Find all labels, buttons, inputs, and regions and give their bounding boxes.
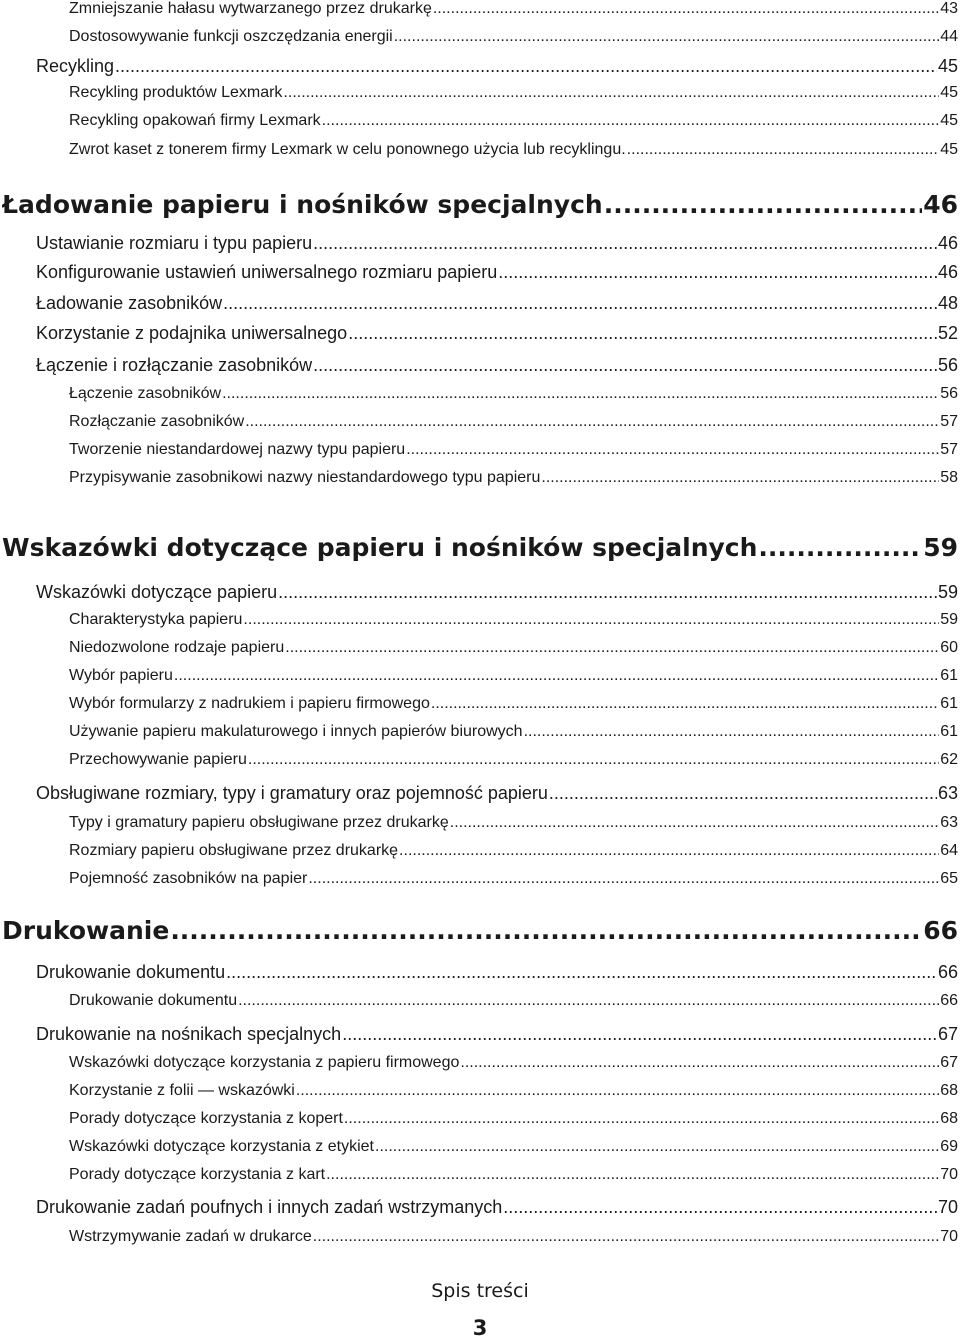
toc-entry[interactable] (69, 441, 958, 459)
toc-entry[interactable] (69, 84, 958, 102)
toc-entry-page: 45 (937, 56, 958, 76)
toc-entry-title: Drukowanie (2, 916, 170, 945)
toc-entry-page: 45 (940, 112, 958, 129)
toc-entry-title: Ładowanie zasobników (36, 293, 223, 313)
toc-entry[interactable] (69, 1110, 958, 1128)
toc-entry-page: 70 (940, 1166, 958, 1183)
toc-entry-page: 45 (940, 141, 958, 158)
toc-dot-leader (342, 1024, 937, 1045)
toc-dot-leader (285, 639, 939, 657)
toc-entry-title: Ustawianie rozmiaru i typu papieru (36, 233, 313, 253)
toc-dot-leader (243, 611, 939, 629)
toc-entry-page: 45 (940, 84, 958, 101)
toc-dot-leader (322, 112, 940, 130)
toc-entry-title: Tworzenie niestandardowej nazwy typu papieru (69, 441, 406, 458)
toc-dot-leader (433, 0, 939, 18)
toc-entry[interactable] (36, 56, 958, 77)
toc-entry-title: Recykling (36, 56, 115, 76)
toc-entry[interactable] (36, 233, 958, 254)
toc-entry-page: 66 (940, 992, 958, 1009)
toc-entry-page: 61 (940, 723, 958, 740)
toc-dot-leader (115, 56, 937, 77)
toc-entry[interactable] (69, 469, 958, 487)
toc-entry-title: Wskazówki dotyczące korzystania z papieru firmowego (69, 1054, 460, 1071)
toc-entry-title: Przechowywanie papieru (69, 751, 247, 768)
toc-entry-title: Wybór papieru (69, 667, 173, 684)
footer-section-title: Spis treści (431, 1280, 529, 1302)
toc-entry[interactable] (69, 992, 958, 1010)
footer-page-number: 3 (472, 1316, 488, 1340)
toc-entry-page: 57 (940, 441, 958, 458)
toc-entry[interactable] (36, 783, 958, 804)
toc-dot-leader (296, 1082, 939, 1100)
toc-dot-leader (313, 355, 937, 376)
toc-dot-leader (498, 262, 937, 283)
toc-dot-leader (308, 870, 939, 888)
toc-dot-leader (238, 992, 939, 1010)
toc-entry-page: 52 (937, 323, 958, 343)
toc-entry-page: 46 (937, 233, 958, 253)
toc-entry-title: Korzystanie z folii — wskazówki (69, 1082, 295, 1099)
toc-entry[interactable] (36, 262, 958, 283)
toc-dot-leader (348, 323, 937, 344)
toc-entry-page: 60 (940, 639, 958, 656)
toc-entry[interactable] (69, 1166, 958, 1184)
toc-entry[interactable] (69, 611, 958, 629)
toc-entry-page: 66 (937, 962, 958, 982)
toc-entry[interactable] (69, 751, 958, 769)
toc-entry[interactable] (69, 0, 958, 18)
toc-dot-leader (283, 84, 939, 102)
toc-entry-title: Rozmiary papieru obsługiwane przez drukarkę (69, 842, 399, 859)
toc-entry-title: Rozłączanie zasobników (69, 413, 245, 430)
toc-entry-title: Drukowanie na nośnikach specjalnych (36, 1024, 342, 1044)
toc-entry-page: 67 (940, 1054, 958, 1071)
toc-entry[interactable] (69, 385, 958, 403)
toc-entry[interactable] (36, 293, 958, 314)
toc-entry[interactable] (36, 962, 958, 983)
toc-entry-page: 68 (940, 1110, 958, 1127)
toc-entry-title: Dostosowywanie funkcji oszczędzania energii (69, 28, 393, 45)
toc-entry-page: 59 (923, 533, 958, 562)
toc-entry[interactable] (69, 141, 958, 159)
toc-entry-page: 48 (937, 293, 958, 313)
toc-entry-title: Ładowanie papieru i nośników specjalnych (2, 190, 603, 219)
toc-entry-title: Używanie papieru makulaturowego i innych papierów biurowych (69, 723, 523, 740)
toc-entry[interactable] (69, 1082, 958, 1100)
toc-dot-leader (431, 695, 939, 713)
toc-entry-page: 70 (940, 1228, 958, 1245)
toc-entry-title: Zwrot kaset z tonerem firmy Lexmark w celu ponownego użycia lub recyklingu. (69, 141, 626, 158)
toc-entry-title: Wskazówki dotyczące papieru (36, 582, 278, 602)
toc-entry-title: Pojemność zasobników na papier (69, 870, 308, 887)
toc-dot-leader (541, 469, 939, 487)
toc-entry[interactable] (69, 413, 958, 431)
toc-dot-leader (326, 1166, 939, 1184)
toc-entry-title: Drukowanie dokumentu (69, 992, 238, 1009)
toc-entry-title: Konfigurowanie ustawień uniwersalnego rozmiaru papieru (36, 262, 498, 282)
toc-entry-title: Łączenie zasobników (69, 385, 222, 402)
toc-entry-page: 65 (940, 870, 958, 887)
toc-entry-title: Wybór formularzy z nadrukiem i papieru firmowego (69, 695, 430, 712)
toc-entry[interactable] (69, 814, 958, 832)
toc-dot-leader (248, 751, 939, 769)
toc-entry-page: 43 (940, 0, 958, 17)
toc-entry-page: 46 (937, 262, 958, 282)
toc-entry-page: 62 (940, 751, 958, 768)
toc-entry-page: 63 (937, 783, 958, 803)
toc-entry-page: 66 (923, 916, 958, 945)
toc-entry[interactable] (36, 1024, 958, 1045)
toc-entry-title: Typy i gramatury papieru obsługiwane przez drukarkę (69, 814, 449, 831)
toc-entry[interactable] (36, 1197, 958, 1218)
toc-entry[interactable] (69, 842, 958, 860)
toc-entry[interactable] (36, 355, 958, 376)
toc-entry-page: 64 (940, 842, 958, 859)
toc-entry[interactable] (69, 639, 958, 657)
toc-entry[interactable] (69, 112, 958, 130)
toc-dot-leader (758, 533, 922, 562)
toc-entry-page: 68 (940, 1082, 958, 1099)
toc-dot-leader (245, 413, 939, 431)
toc-dot-leader (503, 1197, 937, 1218)
toc-entry-page: 57 (940, 413, 958, 430)
toc-entry-page: 58 (940, 469, 958, 486)
toc-entry-page: 67 (937, 1024, 958, 1044)
toc-entry-title: Wstrzymywanie zadań w drukarce (69, 1228, 312, 1245)
toc-dot-leader (450, 814, 939, 832)
toc-dot-leader (313, 233, 937, 254)
toc-entry[interactable] (69, 1228, 958, 1246)
toc-entry[interactable] (36, 323, 958, 344)
toc-entry-page: 70 (937, 1197, 958, 1217)
toc-dot-leader (460, 1054, 939, 1072)
toc-entry[interactable] (69, 870, 958, 888)
toc-dot-leader (375, 1138, 939, 1156)
toc-dot-leader (226, 962, 937, 983)
toc-dot-leader (406, 441, 939, 459)
toc-entry-page: 56 (937, 355, 958, 375)
toc-dot-leader (223, 293, 937, 314)
toc-entry[interactable] (36, 582, 958, 603)
toc-dot-leader (399, 842, 939, 860)
toc-entry[interactable] (69, 1054, 958, 1072)
toc-entry-title: Łączenie i rozłączanie zasobników (36, 355, 313, 375)
toc-entry-page: 46 (923, 190, 958, 219)
toc-entry[interactable] (69, 28, 958, 46)
toc-entry-title: Charakterystyka papieru (69, 611, 243, 628)
toc-dot-leader (394, 28, 939, 46)
toc-entry-page: 59 (940, 611, 958, 628)
toc-entry[interactable] (69, 695, 958, 713)
toc-entry-page: 44 (940, 28, 958, 45)
toc-entry-page: 56 (940, 385, 958, 402)
toc-section-entry[interactable] (2, 190, 958, 219)
toc-entry[interactable] (69, 667, 958, 685)
toc-dot-leader (604, 190, 923, 219)
toc-dot-leader (170, 916, 922, 945)
toc-entry-title: Korzystanie z podajnika uniwersalnego (36, 323, 348, 343)
toc-entry-title: Przypisywanie zasobnikowi nazwy niestandardowego typu papieru (69, 469, 541, 486)
toc-entry-title: Zmniejszanie hałasu wytwarzanego przez drukarkę (69, 0, 432, 17)
toc-dot-leader (278, 582, 937, 603)
toc-dot-leader (524, 723, 940, 741)
toc-entry-title: Wskazówki dotyczące korzystania z etykiet (69, 1138, 374, 1155)
toc-dot-leader (222, 385, 939, 403)
toc-dot-leader (549, 783, 937, 804)
toc-dot-leader (174, 667, 939, 685)
toc-entry-title: Drukowanie zadań poufnych i innych zadań wstrzymanych (36, 1197, 503, 1217)
toc-entry-title: Porady dotyczące korzystania z kopert (69, 1110, 343, 1127)
toc-entry-title: Niedozwolone rodzaje papieru (69, 639, 285, 656)
toc-entry-page: 63 (940, 814, 958, 831)
toc-entry-page: 61 (940, 667, 958, 684)
toc-entry-title: Recykling produktów Lexmark (69, 84, 283, 101)
toc-dot-leader (627, 141, 940, 159)
toc-section-entry[interactable] (2, 533, 958, 562)
toc-entry-page: 69 (940, 1138, 958, 1155)
toc-dot-leader (344, 1110, 939, 1128)
toc-entry-title: Recykling opakowań firmy Lexmark (69, 112, 321, 129)
toc-entry-title: Drukowanie dokumentu (36, 962, 226, 982)
toc-entry[interactable] (69, 1138, 958, 1156)
toc-entry-title: Wskazówki dotyczące papieru i nośników specjalnych (2, 533, 758, 562)
toc-entry-title: Porady dotyczące korzystania z kart (69, 1166, 326, 1183)
toc-entry[interactable] (69, 723, 958, 741)
toc-entry-title: Obsługiwane rozmiary, typy i gramatury oraz pojemność papieru (36, 783, 548, 803)
toc-dot-leader (313, 1228, 939, 1246)
toc-section-entry[interactable] (2, 916, 958, 945)
toc-entry-page: 59 (937, 582, 958, 602)
toc-entry-page: 61 (940, 695, 958, 712)
